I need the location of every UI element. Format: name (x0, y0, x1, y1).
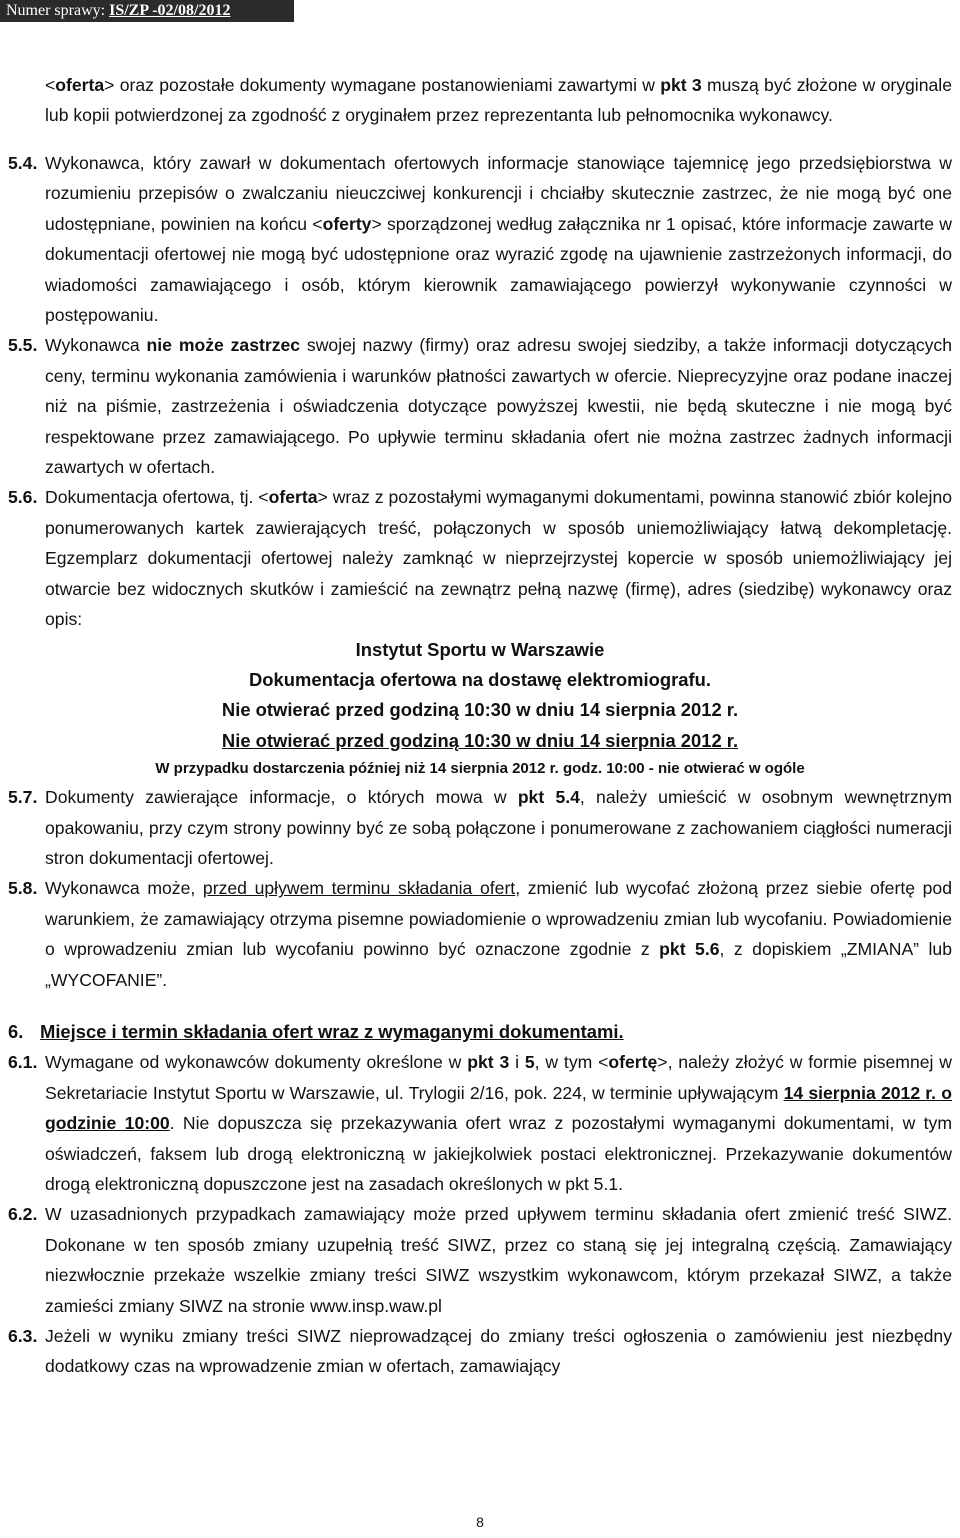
p55-bold: nie może zastrzec (146, 335, 301, 356)
p57-text-a: Dokumenty zawierające informacje, o których mowa w (45, 787, 518, 808)
envelope-line-do-not-open-underlined: Nie otwierać przed godziną 10:30 w dniu 14 sierpnia 2012 r. (221, 729, 739, 751)
case-number-header (0, 0, 294, 22)
intro-text-c: muszą być złożone w oryginale lub kopii potwierdzonej za zgodność z oryginałem przez reprezentanta lub pełnomocnika wykonawcy. (45, 74, 952, 125)
p55-text-a: Wykonawca (45, 335, 147, 356)
p58-text-c: , z dopiskiem „ZMIANA” lub „WYCOFANIE”. (45, 939, 952, 990)
paragraph-6-2 (8, 1199, 952, 1321)
paragraph-number: 5.6. (8, 487, 38, 508)
p56-text-a: Dokumentacja ofertowa, tj. < (45, 487, 269, 508)
p54-text-a: Wykonawca, który zawarł w dokumentach ofertowych informacje stanowiące tajemnicę jego przedsiębiorstwa w rozumieniu przepisów o zwalczaniu nieuczciwej konkurencji i chciałby skutecznie zastrzec, że nie mogą być one udostępniane, powinien na końcu < (45, 153, 952, 234)
p61-pkt5: 5 (524, 1052, 535, 1073)
intro-text-a: < (45, 74, 56, 95)
case-number: IS/ZP -02/08/2012 (109, 2, 231, 19)
paragraph-body (45, 782, 952, 873)
p61-text-b: i (509, 1052, 525, 1073)
paragraph-body (45, 1047, 952, 1199)
envelope-line-institute: Instytut Sportu w Warszawie (355, 638, 605, 660)
envelope-line-do-not-open: Nie otwierać przed godziną 10:30 w dniu 14 sierpnia 2012 r. (221, 699, 739, 721)
p54-text-b: > sporządzonej według załącznika nr 1 opisać, które informacje zawarte w dokumentacji ofertowej nie mogą być udostępnione oraz wyrazić zgodę na ujawnienie zastrzeżonych informacji, do wiadomości zamawiającego i osób, którym kierownik zamawiającego powierzył wykonywanie czynności w postępowaniu. (45, 213, 952, 326)
p57-text-b: , należy umieścić w osobnym wewnętrznym opakowaniu, przy czym strony powinny być ze sobą połączone i ponumerowane z zachowaniem ciągłości numeracji stron dokumentacji ofertowej. (45, 787, 952, 868)
paragraph-5-8 (8, 873, 952, 995)
paragraph-5-7 (8, 782, 952, 873)
intro-text-b: > oraz pozostałe dokumenty wymagane postanowieniami zawartymi w (104, 74, 661, 95)
paragraph-5-5 (8, 330, 952, 482)
document-page (8, 52, 952, 1382)
paragraph-body: W uzasadnionych przypadkach zamawiający może przed upływem terminu składania ofert zmienić treść SIWZ. Dokonane w ten sposób zmiany uzupełnią treść SIWZ, przez co staną się jej integralną częścią. Zamawiający niezwłocznie przekaże wszelkie zmiany treści SIWZ wszystkim wykonawcom, którym przekazał SIWZ, a także zamieści zmiany SIWZ na stronie www.insp.waw.pl (45, 1204, 952, 1316)
p58-underline: przed upływem terminu składania ofert (202, 878, 516, 899)
section-6-heading (8, 1017, 952, 1047)
page-number: 8 (476, 1514, 484, 1530)
p61-deadline: 14 sierpnia 2012 r. o godzinie 10:00 (45, 1082, 953, 1134)
paragraph-number: 5.8. (8, 878, 38, 899)
p61-text-c: , w tym < (534, 1052, 609, 1073)
paragraph-number: 5.5. (8, 335, 38, 356)
p56-oferta: oferta (268, 487, 318, 508)
p61-pkt3: pkt 3 (467, 1052, 510, 1073)
case-number-label: Numer sprawy: (6, 2, 106, 19)
paragraph-body (45, 330, 952, 482)
p55-text-b: swojej nazwy (firmy) oraz adresu swojej siedziby, a także informacji dotyczących ceny, terminu wykonania zamówienia i warunków płatności zawartych w ofercie. Nieprecyzyjne oraz podane inaczej niż na piśmie, zastrzeżenia i oświadczenia dotyczące powyższej kwestii, nie będą skuteczne i nie mogą być respektowane przez zamawiającego. Po upływie terminu składania ofert nie można zastrzec żadnych informacji zawartych w ofertach. (45, 335, 952, 478)
p61-text-e: . Nie dopuszcza się przekazywania ofert wraz z pozostałymi wymaganymi dokumentami, w tym oświadczeń, faksem lub drogą elektroniczną w jakiejkolwiek postaci elektronicznej. Przekazywanie dokumentów drogą elektroniczną dopuszczone jest na zasadach określonych w pkt 5.1. (45, 1113, 952, 1194)
paragraph-number: 5.7. (8, 787, 38, 808)
paragraph-number: 6.2. (8, 1204, 38, 1225)
paragraph-body (45, 482, 952, 634)
paragraph-body (45, 873, 952, 995)
p54-oferty: oferty (322, 213, 372, 234)
intro-pkt3: pkt 3 (660, 74, 702, 95)
paragraph-number: 6.1. (8, 1052, 38, 1073)
p61-text-d: >, należy złożyć w formie pisemnej w Sekretariacie Instytut Sportu w Warszawie, ul. Trylogii 2/16, pok. 224, w terminie upływającym (45, 1052, 952, 1103)
p61-text-a: Wymagane od wykonawców dokumenty określone w (45, 1052, 468, 1073)
envelope-late-warning: W przypadku dostarczenia później niż 14 sierpnia 2012 r. godz. 10:00 - nie otwierać w ogóle (155, 760, 805, 778)
intro-paragraph (8, 70, 952, 131)
paragraph-6-3 (8, 1321, 952, 1382)
paragraph-5-4 (8, 148, 952, 330)
paragraph-6-1 (8, 1047, 952, 1199)
paragraph-body: Jeżeli w wyniku zmiany treści SIWZ nieprowadzącej do zmiany treści ogłoszenia o zamówieniu jest niezbędny dodatkowy czas na wprowadzenie zmian w ofertach, zamawiający (45, 1326, 952, 1377)
section-number: 6. (8, 1020, 24, 1042)
p58-text-a: Wykonawca może, (45, 878, 203, 899)
p58-pkt: pkt 5.6 (659, 939, 720, 960)
envelope-line-subject: Dokumentacja ofertowa na dostawę elektromiografu. (249, 668, 711, 690)
p57-pkt: pkt 5.4 (517, 787, 580, 808)
paragraph-number: 5.4. (8, 153, 38, 173)
intro-oferta: oferta (55, 74, 105, 95)
paragraph-number: 6.3. (8, 1326, 38, 1347)
paragraph-5-6 (8, 482, 952, 634)
p61-oferte: ofertę (608, 1052, 658, 1073)
paragraph-body (45, 148, 952, 330)
p58-text-b: , zmienić lub wycofać złożoną przez siebie ofertę pod warunkiem, że zamawiający otrzyma pisemne powiadomienie o wprowadzeniu zmian lub wycofaniu. Powiadomienie o wprowadzeniu zmian lub wycofaniu powinno być oznaczone zgodnie z (45, 878, 953, 960)
p56-text-b: > wraz z pozostałymi wymaganymi dokumentami, powinna stanowić zbiór kolejno ponumerowanych kartek zawierających treść, połączonych w sposób uniemożliwiający łatwą dekompletację. Egzemplarz dokumentacji ofertowej należy zamknąć w nieprzejrzystej kopercie w sposób uniemożliwiający jej otwarcie bez widocznych skutków i zamieścić na zewnątrz pełną nazwę (firmę), adres (siedzibę) wykonawcy oraz opis: (45, 487, 953, 630)
section-title: Miejsce i termin składania ofert wraz z wymaganymi dokumentami. (40, 1020, 624, 1042)
